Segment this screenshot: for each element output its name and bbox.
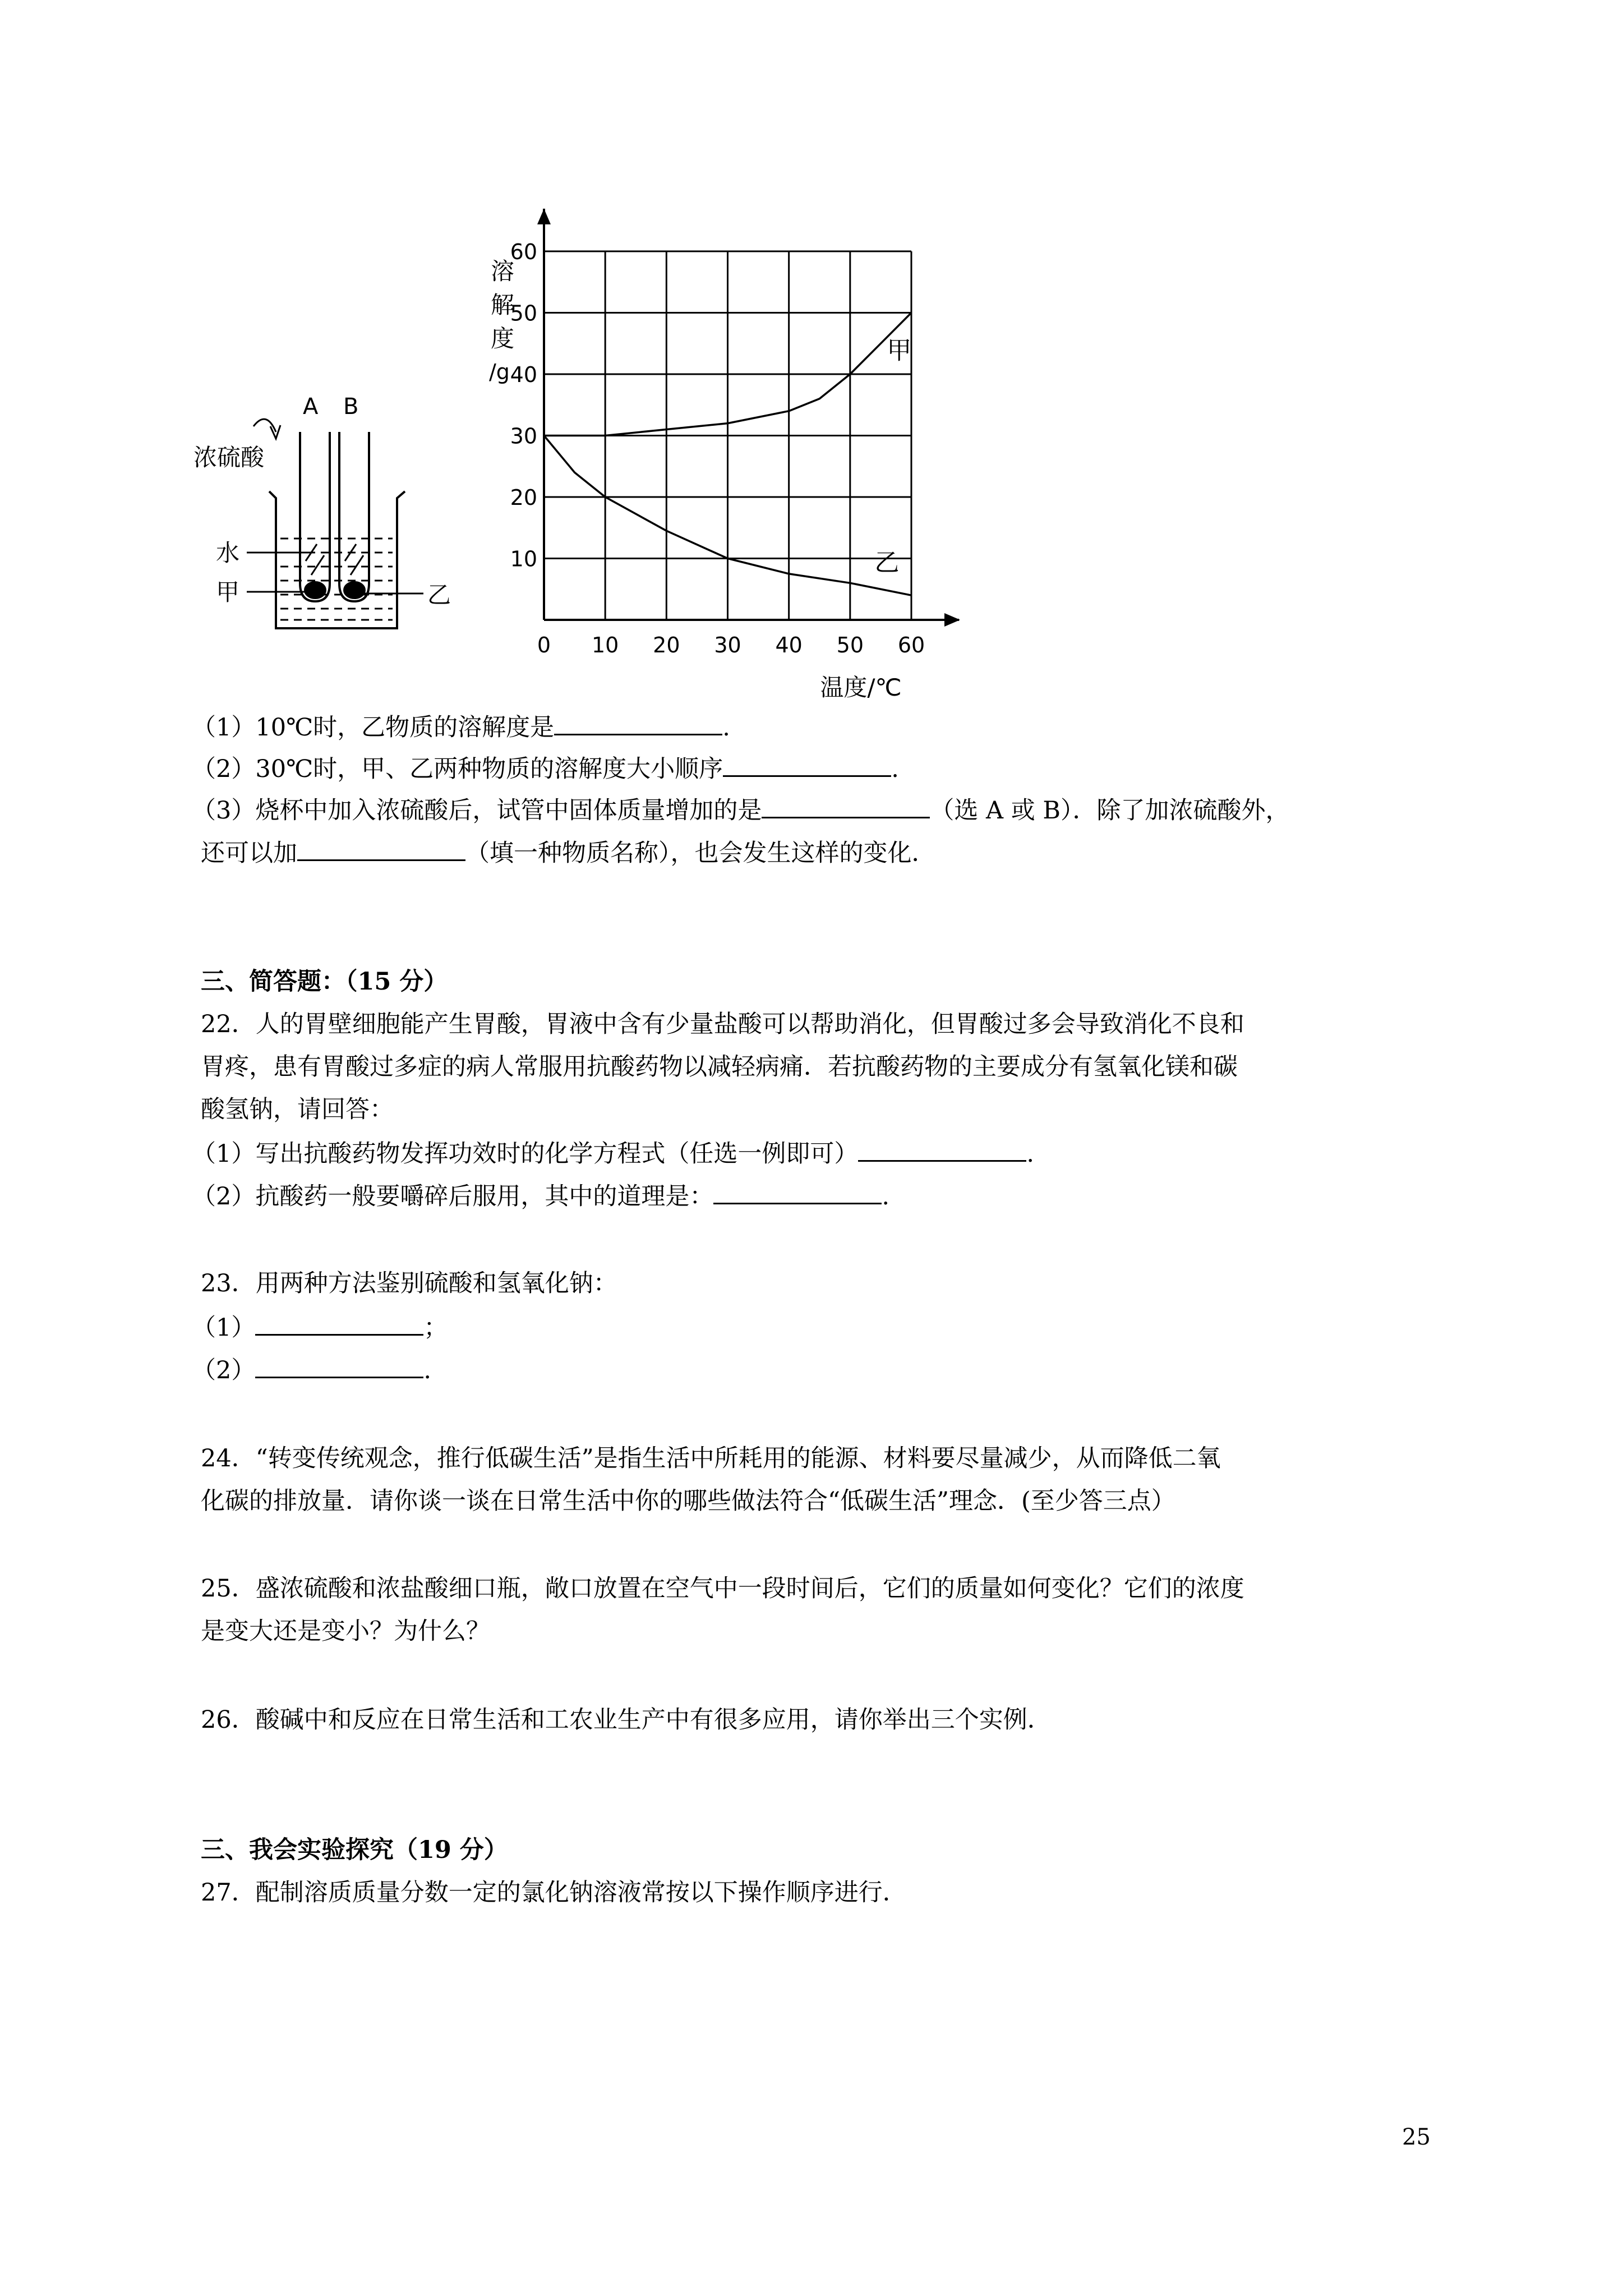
q21-part4: 还可以加 （填一种物质名称），也会发生这样的变化． bbox=[201, 835, 936, 870]
x-tick-label: 50 bbox=[836, 633, 864, 657]
q21-part4-text: 还可以加 bbox=[201, 839, 297, 867]
q21-part2-blank[interactable] bbox=[723, 751, 891, 777]
q23-part1: （1） ； bbox=[192, 1309, 448, 1345]
apparatus-diagram bbox=[247, 419, 423, 628]
q21-part1: （1）10℃时，乙物质的溶解度是 . bbox=[192, 709, 730, 744]
q22-line3: 酸氢钠，请回答： bbox=[201, 1096, 394, 1124]
x-tick-label: 40 bbox=[775, 633, 803, 657]
beaker bbox=[269, 491, 405, 628]
q21-part2: （2）30℃时，甲、乙两种物质的溶解度大小顺序 . bbox=[192, 751, 899, 786]
y-axis-label-char: 解 bbox=[491, 291, 515, 319]
q22-part2-blank[interactable] bbox=[713, 1178, 882, 1204]
q23-part1-blank[interactable] bbox=[255, 1309, 423, 1336]
y-axis-label-char: 溶 bbox=[491, 257, 515, 285]
q23-part2-blank[interactable] bbox=[255, 1352, 423, 1378]
q27-line1: 27．配制溶质质量分数一定的氯化钠溶液常按以下操作顺序进行． bbox=[201, 1879, 907, 1907]
y-axis-unit: /g bbox=[489, 360, 510, 384]
q26-line1: 26．酸碱中和反应在日常生活和工农业生产中有很多应用，请你举出三个实例． bbox=[201, 1706, 1052, 1734]
solid-jia bbox=[305, 582, 325, 598]
q22-part1: （1）写出抗酸药物发挥功效时的化学方程式（任选一例即可） . bbox=[192, 1135, 1034, 1171]
y-tick-label: 10 bbox=[510, 546, 537, 572]
label-yi-apparatus: 乙 bbox=[427, 581, 451, 609]
y-axis-label-char: 度 bbox=[491, 325, 515, 352]
test-tube-b bbox=[339, 432, 369, 601]
y-tick-label: 20 bbox=[510, 485, 537, 510]
water-dashes bbox=[280, 539, 393, 620]
q24-line1: 24．“转变传统观念，推行低碳生活”是指生活中所耗用的能源、材料要尽量减少，从而降低二氧 bbox=[201, 1444, 1221, 1473]
series-label-yi: 乙 bbox=[874, 548, 900, 577]
q23-line1: 23．用两种方法鉴别硫酸和氢氧化钠： bbox=[201, 1269, 617, 1297]
y-tick-label: 50 bbox=[510, 301, 537, 326]
label-water: 水 bbox=[216, 539, 240, 567]
q21-part3: （3）烧杯中加入浓硫酸后，试管中固体质量增加的是 （选 A 或 B）．除了加浓硫酸外， bbox=[192, 792, 1290, 827]
solubility-chart bbox=[489, 209, 960, 701]
series-label-jia: 甲 bbox=[887, 336, 912, 365]
figure-area bbox=[0, 0, 1623, 707]
y-tick-label: 30 bbox=[510, 424, 537, 449]
page-number: 25 bbox=[1402, 2124, 1431, 2150]
label-acid: 浓硫酸 bbox=[193, 444, 265, 471]
test-tube-a bbox=[300, 432, 330, 601]
y-axis-arrow bbox=[537, 209, 551, 224]
q22-line2: 胃疼，患有胃酸过多症的病人常服用抗酸药物以减轻病痛．若抗酸药物的主要成分有氢氧化镁和碳 bbox=[201, 1053, 1238, 1081]
solid-yi bbox=[344, 582, 365, 598]
q22-part1-blank[interactable] bbox=[858, 1135, 1026, 1162]
label-jia-apparatus: 甲 bbox=[216, 578, 240, 606]
q21-part1-text: （1）10℃时，乙物质的溶解度是 bbox=[192, 714, 555, 742]
x-tick-label: 30 bbox=[714, 633, 741, 657]
q25-line1: 25．盛浓硫酸和浓盐酸细口瓶，敞口放置在空气中一段时间后，它们的质量如何变化？它们的浓度 bbox=[201, 1575, 1244, 1603]
x-axis-label: 温度/℃ bbox=[820, 674, 902, 701]
q21-part3-text: （3）烧杯中加入浓硫酸后，试管中固体质量增加的是 bbox=[192, 797, 762, 825]
x-tick-label: 20 bbox=[653, 633, 680, 657]
x-axis-arrow bbox=[944, 613, 960, 627]
y-tick-label: 40 bbox=[510, 362, 537, 387]
q22-part2: （2）抗酸药一般要嚼碎后服用，其中的道理是： . bbox=[192, 1178, 889, 1213]
q21-part1-blank[interactable] bbox=[554, 709, 722, 735]
q24-line2: 化碳的排放量．请你谈一谈在日常生活中你的哪些做法符合“低碳生活”理念．(至少答三点） bbox=[201, 1487, 1175, 1515]
x-tick-label: 60 bbox=[897, 633, 925, 657]
q21-part3-blank[interactable] bbox=[762, 792, 930, 818]
q22-line1: 22．人的胃壁细胞能产生胃酸，胃液中含有少量盐酸可以帮助消化，但胃酸过多会导致消化不良和 bbox=[201, 1010, 1244, 1038]
label-b: B bbox=[343, 394, 359, 420]
q21-part4-blank[interactable] bbox=[297, 835, 465, 861]
section-title-short-answer: 三、简答题：（15 分） bbox=[201, 968, 448, 996]
q21-part2-text: （2）30℃时，甲、乙两种物质的溶解度大小顺序 bbox=[192, 755, 723, 783]
section-title-experiment: 三、我会实验探究（19 分） bbox=[201, 1836, 508, 1864]
y-tick-label: 60 bbox=[510, 240, 537, 264]
x-tick-label: 0 bbox=[537, 633, 551, 657]
x-tick-label: 10 bbox=[591, 633, 619, 657]
q23-part2: （2） . bbox=[192, 1352, 431, 1387]
label-a: A bbox=[303, 394, 319, 420]
q25-line2: 是变大还是变小？为什么？ bbox=[201, 1617, 490, 1645]
